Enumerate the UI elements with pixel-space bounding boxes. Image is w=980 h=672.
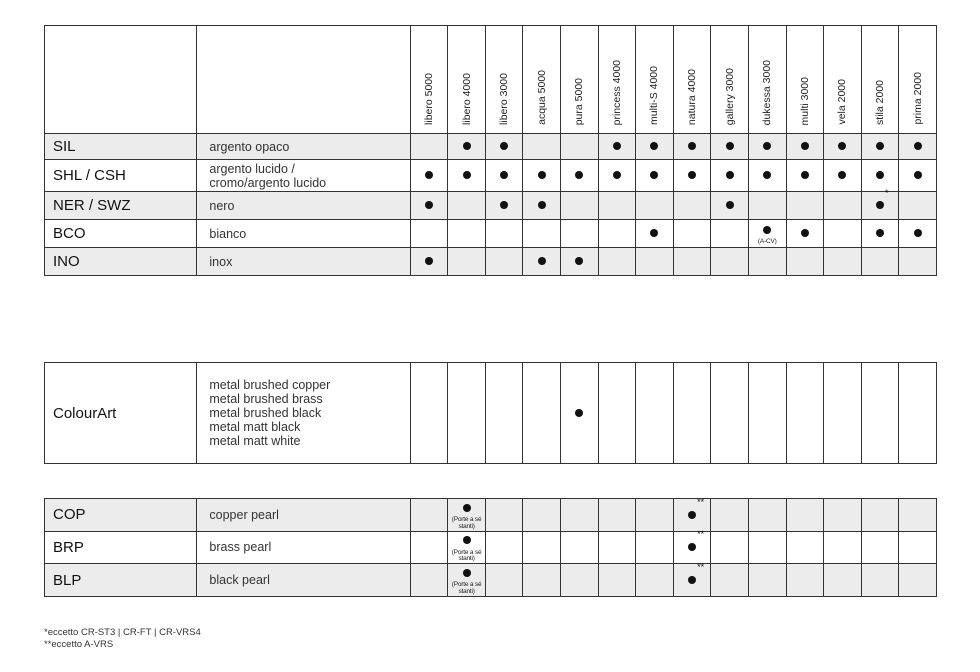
footnote-mark: ** [697,529,705,540]
availability-cell [748,564,786,597]
availability-cell [410,499,448,532]
availability-dot [763,171,771,179]
availability-cell [861,160,899,192]
table-row [45,248,937,276]
availability-cell [748,220,786,248]
availability-cell [711,160,749,192]
availability-dot [613,171,621,179]
finish-description: argento opaco [197,134,410,160]
finish-description: nero [197,192,410,220]
availability-cell [598,160,636,192]
availability-cell [636,134,674,160]
availability-dot [425,201,433,209]
cell-note: (Porte a sé stanti) [451,548,482,563]
availability-cell [673,531,711,564]
availability-cell [636,363,674,464]
availability-cell [448,531,486,564]
availability-cell [561,220,599,248]
availability-dot [425,171,433,179]
model-label: prima 2000 [911,72,924,125]
availability-cell [485,160,523,192]
availability-cell [786,363,824,464]
availability-dot [801,229,809,237]
finish-compatibility-table [44,25,937,276]
finish-code: BCO [45,220,197,248]
availability-dot [876,201,884,209]
availability-cell [598,220,636,248]
availability-cell [410,134,448,160]
availability-cell [861,187,899,220]
availability-cell [485,220,523,248]
model-label: multi-S 4000 [648,66,661,125]
table-row [45,531,937,564]
availability-cell [711,531,749,564]
availability-cell [748,248,786,276]
finish-description: argento lucido / cromo/argento lucido [197,160,410,192]
availability-cell [523,134,561,160]
availability-cell [598,499,636,532]
availability-cell [636,564,674,597]
finish-description: black pearl [197,564,410,597]
availability-cell [824,363,862,464]
availability-dot [538,257,546,265]
availability-dot [914,229,922,237]
availability-cell [899,531,937,564]
availability-cell [523,160,561,192]
footnote-mark: * [884,187,889,198]
model-header [711,26,749,134]
availability-cell [598,363,636,464]
availability-dot [538,201,546,209]
model-header [561,26,599,134]
finish-description: brass pearl [197,531,410,564]
cell-note: (Porte a sé stanti) [451,581,482,596]
availability-dot [726,201,734,209]
availability-cell [485,192,523,220]
model-label: libero 4000 [460,73,473,125]
availability-cell [824,134,862,160]
availability-dot [463,536,471,544]
model-header [410,26,448,134]
availability-cell [673,192,711,220]
availability-cell [861,220,899,248]
availability-dot [876,171,884,179]
availability-cell [485,531,523,564]
availability-dot [500,142,508,150]
availability-cell [711,134,749,160]
availability-dot [538,171,546,179]
availability-dot [876,142,884,150]
availability-cell [561,192,599,220]
model-header [485,26,523,134]
availability-cell [786,564,824,597]
availability-cell [824,160,862,192]
table-row [45,134,937,160]
availability-dot [763,142,771,150]
availability-cell [598,531,636,564]
model-label: vela 2000 [836,79,849,125]
finish-code: BRP [45,531,197,564]
availability-cell [523,531,561,564]
availability-cell [824,564,862,597]
finish-code: NER / SWZ [45,192,197,220]
availability-cell [561,531,599,564]
availability-cell [523,564,561,597]
availability-dot [650,142,658,150]
finish-code: COP [45,499,197,532]
availability-dot [575,257,583,265]
availability-cell [636,531,674,564]
availability-cell [523,220,561,248]
model-header [523,26,561,134]
availability-dot [500,171,508,179]
availability-cell [861,363,899,464]
availability-cell [673,564,711,597]
availability-dot [801,171,809,179]
availability-dot [688,511,696,519]
availability-cell [485,363,523,464]
availability-cell [673,220,711,248]
availability-cell [485,499,523,532]
availability-cell [561,499,599,532]
availability-cell [786,220,824,248]
availability-dot [688,576,696,584]
availability-cell [448,363,486,464]
finish-code: BLP [45,564,197,597]
availability-dot [500,201,508,209]
availability-cell [786,134,824,160]
availability-cell [899,499,937,532]
model-header [899,26,937,134]
header-blank [45,26,197,134]
availability-cell [824,499,862,532]
availability-cell [899,192,937,220]
availability-cell [410,220,448,248]
availability-cell [485,248,523,276]
availability-cell [561,564,599,597]
model-header [673,26,711,134]
footnote-single-asterisk: *eccetto CR-ST3 | CR-FT | CR-VRS4 [44,627,201,638]
pearl-finish-table [44,498,937,597]
availability-cell [448,564,486,597]
model-header [786,26,824,134]
availability-cell [561,160,599,192]
availability-dot [838,142,846,150]
availability-cell [410,248,448,276]
availability-cell [448,499,486,532]
availability-cell [448,134,486,160]
availability-cell [410,363,448,464]
availability-cell [485,134,523,160]
availability-cell [598,564,636,597]
availability-dot [463,504,471,512]
availability-cell [711,499,749,532]
model-label: acqua 5000 [535,70,548,125]
availability-cell [824,531,862,564]
model-header [448,26,486,134]
availability-dot [763,226,771,234]
table-row [45,499,937,532]
availability-cell [824,192,862,220]
availability-cell [673,496,711,532]
availability-cell [786,531,824,564]
availability-dot [613,142,621,150]
footnote-mark: ** [697,562,705,573]
model-header-row [45,26,937,134]
finish-description: copper pearl [197,499,410,532]
availability-dot [575,171,583,179]
availability-cell [523,499,561,532]
availability-cell [448,160,486,192]
availability-cell [673,363,711,464]
availability-cell [448,220,486,248]
availability-cell [861,248,899,276]
availability-cell [523,248,561,276]
availability-cell [410,192,448,220]
footnote-double-asterisk: **eccetto A-VRS [44,638,114,650]
finish-description: bianco [197,220,410,248]
finish-code: ColourArt [45,363,197,464]
availability-cell [636,192,674,220]
availability-cell [523,363,561,464]
model-label: natura 4000 [686,68,699,125]
table-row [45,220,937,248]
availability-cell [899,248,937,276]
availability-cell [448,248,486,276]
availability-dot [914,142,922,150]
availability-dot [726,171,734,179]
availability-cell [824,220,862,248]
availability-dot [463,142,471,150]
availability-cell [748,160,786,192]
availability-cell [673,134,711,160]
availability-dot [688,171,696,179]
availability-dot [688,543,696,551]
finish-description: inox [197,248,410,276]
availability-cell [448,192,486,220]
availability-dot [726,142,734,150]
availability-cell [636,160,674,192]
availability-cell [899,363,937,464]
availability-dot [463,171,471,179]
availability-dot [575,409,583,417]
availability-dot [650,171,658,179]
availability-cell [861,134,899,160]
finish-code: SHL / CSH [45,160,197,192]
availability-cell [786,248,824,276]
availability-cell [636,248,674,276]
finish-description: metal brushed copper metal brushed brass metal brushed black metal matt black metal matt white [197,363,410,464]
availability-cell [711,564,749,597]
availability-dot [876,229,884,237]
availability-dot [688,142,696,150]
availability-cell [786,192,824,220]
availability-cell [748,363,786,464]
availability-cell [598,134,636,160]
model-label: princess 4000 [610,59,623,125]
availability-cell [410,531,448,564]
availability-dot [650,229,658,237]
availability-cell [711,192,749,220]
model-label: multi 3000 [798,76,811,125]
model-label: gallery 3000 [723,67,736,125]
availability-cell [636,499,674,532]
colourart-table [44,362,937,464]
availability-cell [598,248,636,276]
availability-dot [838,171,846,179]
availability-cell [824,248,862,276]
availability-cell [899,160,937,192]
availability-dot [801,142,809,150]
availability-cell [748,499,786,532]
availability-cell [561,363,599,464]
model-label: dukessa 3000 [761,59,774,125]
model-header [861,26,899,134]
availability-cell [523,192,561,220]
model-label: stila 2000 [873,80,886,125]
finish-code: SIL [45,134,197,160]
availability-dot [914,171,922,179]
footnote-mark: ** [697,496,705,507]
availability-cell [711,220,749,248]
availability-dot [463,569,471,577]
availability-cell [899,134,937,160]
availability-cell [748,192,786,220]
table-row [45,564,937,597]
availability-cell [861,531,899,564]
cell-note: (Porte a sé stanti) [451,516,482,530]
availability-cell [711,248,749,276]
model-label: libero 3000 [498,73,511,125]
finish-code: INO [45,248,197,276]
header-blank [197,26,410,134]
availability-cell [410,564,448,597]
table-row [45,160,937,192]
model-header [598,26,636,134]
model-header [748,26,786,134]
availability-cell [598,192,636,220]
availability-cell [861,564,899,597]
availability-cell [561,134,599,160]
availability-cell [748,134,786,160]
cell-note: (A-CV) [757,238,777,246]
table-row [45,192,937,220]
model-label: libero 5000 [423,73,436,125]
model-label: pura 5000 [573,77,586,125]
availability-cell [748,531,786,564]
availability-dot [425,257,433,265]
availability-cell [861,499,899,532]
availability-cell [673,248,711,276]
availability-cell [899,564,937,597]
model-header [824,26,862,134]
availability-cell [636,220,674,248]
availability-cell [786,499,824,532]
availability-cell [485,564,523,597]
availability-cell [673,160,711,192]
availability-cell [786,160,824,192]
availability-cell [899,220,937,248]
table-row [45,363,937,464]
availability-cell [711,363,749,464]
model-header [636,26,674,134]
availability-cell [410,160,448,192]
availability-cell [561,248,599,276]
footnotes [44,627,201,651]
